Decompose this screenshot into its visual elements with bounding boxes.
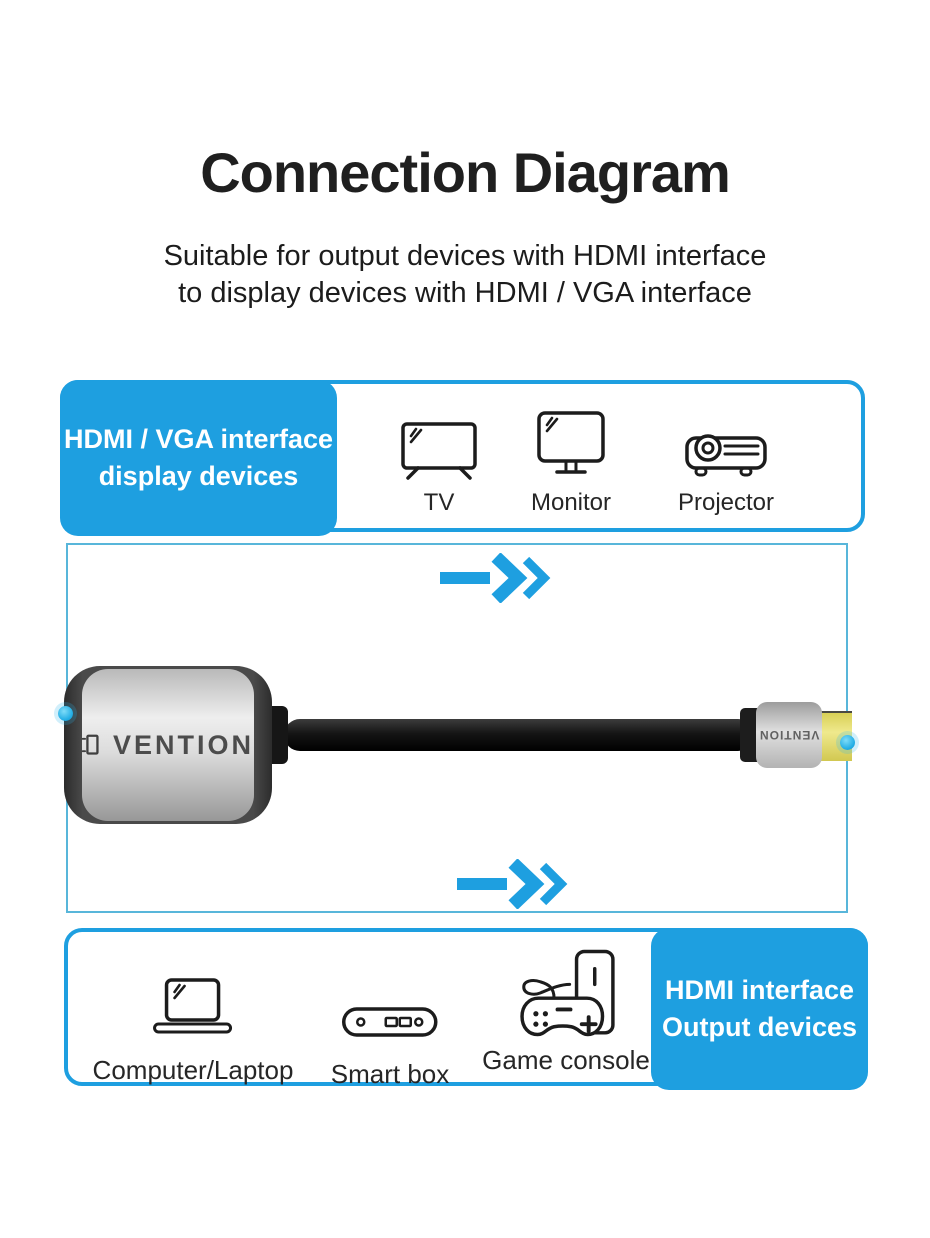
display-devices-label	[60, 380, 337, 536]
adapter-face	[82, 669, 254, 821]
page-title: Connection Diagram	[200, 141, 730, 204]
output-devices-panel	[64, 928, 868, 1089]
connection-point-right	[840, 735, 855, 750]
tv-icon	[399, 406, 479, 482]
connection-point-left	[58, 706, 73, 721]
device-smart-box	[331, 948, 450, 1090]
smart-box-icon	[342, 948, 438, 1052]
projector-icon	[681, 406, 771, 482]
output-devices-label-line-1: HDMI interface	[664, 975, 855, 1005]
monitor-icon	[531, 406, 611, 482]
device-label-game-console: Game console	[482, 1045, 650, 1075]
display-devices-panel	[60, 380, 865, 532]
device-game-console	[482, 948, 650, 1076]
flow-arrow-top	[438, 553, 563, 603]
device-label-computer-laptop: Computer/Laptop	[92, 1055, 294, 1085]
subtitle-line-1: Suitable for output devices with HDMI interface	[163, 240, 767, 272]
device-label-tv: TV	[423, 489, 455, 516]
brand-logo: VENTION	[112, 729, 254, 760]
device-computer-laptop	[93, 948, 294, 1086]
device-monitor	[531, 406, 611, 517]
hdmi-connector-shell	[756, 702, 822, 768]
output-devices-label	[651, 928, 868, 1090]
display-devices-label-line-2: display devices	[98, 461, 299, 491]
vga-port-icon	[82, 730, 99, 760]
output-devices-label-line-2: Output devices	[661, 1012, 858, 1042]
display-devices-label-line-1: HDMI / VGA interface	[63, 424, 334, 454]
device-projector	[678, 406, 774, 517]
device-label-monitor: Monitor	[530, 489, 612, 516]
flow-arrow-bottom	[455, 859, 580, 909]
page-subtitle	[0, 238, 930, 312]
connector-brand-logo: VENTION	[758, 728, 820, 742]
adapter-cable	[284, 719, 754, 751]
vga-adapter-body	[64, 666, 272, 824]
game-console-icon	[506, 948, 626, 1038]
device-tv	[399, 406, 479, 517]
subtitle-line-2: to display devices with HDMI / VGA interface	[178, 277, 752, 309]
device-label-projector: Projector	[677, 489, 775, 516]
device-label-smart-box: Smart box	[330, 1059, 450, 1089]
laptop-icon	[151, 948, 235, 1048]
